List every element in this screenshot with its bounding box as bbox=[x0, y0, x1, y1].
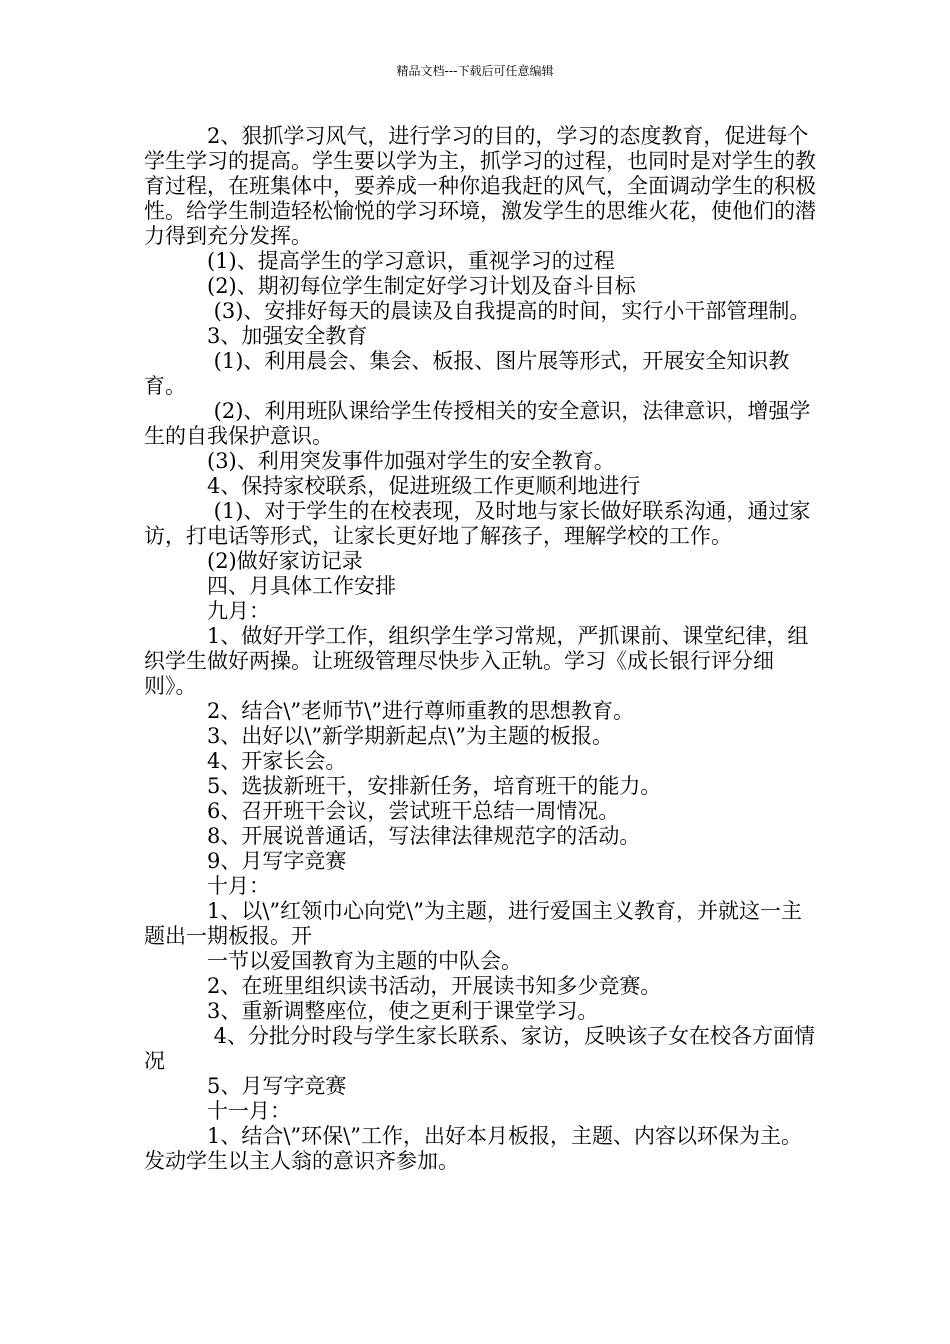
paragraph: 8、开展说普通话，写法律法律规范字的活动。 bbox=[144, 824, 641, 848]
paragraph: 6、召开班干会议，尝试班干总结一周情况。 bbox=[144, 799, 620, 823]
paragraph: 1、以\”红领巾心向党\”为主题，进行爱国主义教育，并就这一主题出一期板报。开 bbox=[144, 899, 802, 948]
paragraph: (1)、利用晨会、集会、板报、图片展等形式，开展安全知识教育。 bbox=[144, 349, 790, 398]
paragraph: 3、重新调整座位，使之更利于课堂学习。 bbox=[144, 999, 599, 1023]
paragraph: 4、开家长会。 bbox=[144, 749, 347, 773]
paragraph: 一节以爱国教育为主题的中队会。 bbox=[144, 949, 522, 973]
paragraph: 九月： bbox=[144, 599, 270, 623]
paragraph: (2)、期初每位学生制定好学习计划及奋斗目标 bbox=[144, 274, 636, 298]
paragraph: (1)、对于学生的在校表现，及时地与家长做好联系沟通，通过家访，打电话等形式，让家长更好地了解孩子，理解学校的工作。 bbox=[144, 499, 811, 548]
paragraph: 3、加强安全教育 bbox=[144, 324, 368, 348]
page-header: 精品文档---下载后可任意编辑 bbox=[396, 64, 554, 78]
document-body bbox=[144, 124, 816, 1174]
paragraph: (3)、安排好每天的晨读及自我提高的时间，实行小干部管理制。 bbox=[144, 299, 811, 323]
paragraph: 2、结合\”老师节\”进行尊师重教的思想教育。 bbox=[144, 699, 634, 723]
paragraph: 1、做好开学工作，组织学生学习常规，严抓课前、课堂纪律，组织学生做好两操。让班级管理尽快步入正轨。学习《成长银行评分细则》。 bbox=[144, 624, 809, 698]
paragraph: 4、保持家校联系，促进班级工作更顺利地进行 bbox=[144, 474, 641, 498]
paragraph: 十月： bbox=[144, 874, 270, 898]
paragraph: 十一月： bbox=[144, 1099, 291, 1123]
paragraph: 2、在班里组织读书活动，开展读书知多少竞赛。 bbox=[144, 974, 662, 998]
paragraph: 四、月具体工作安排 bbox=[144, 574, 396, 598]
paragraph: 5、选拔新班干，安排新任务，培育班干的能力。 bbox=[144, 774, 662, 798]
paragraph: 9、月写字竞赛 bbox=[144, 849, 347, 873]
paragraph: 4、分批分时段与学生家长联系、家访，反映该子女在校各方面情况 bbox=[144, 1024, 816, 1073]
paragraph: (2)做好家访记录 bbox=[144, 549, 363, 573]
paragraph: (3)、利用突发事件加强对学生的安全教育。 bbox=[144, 449, 615, 473]
paragraph: (1)、提高学生的学习意识，重视学习的过程 bbox=[144, 249, 615, 273]
paragraph: 1、结合\”环保\”工作，出好本月板报，主题、内容以环保为主。发动学生以主人翁的意识齐参加。 bbox=[144, 1124, 802, 1173]
paragraph: (2)、利用班队课给学生传授相关的安全意识，法律意识，增强学生的自我保护意识。 bbox=[144, 399, 811, 448]
paragraph: 5、月写字竞赛 bbox=[144, 1074, 347, 1098]
paragraph: 2、狠抓学习风气，进行学习的目的，学习的态度教育，促进每个学生学习的提高。学生要以学为主，抓学习的过程，也同时是对学生的教育过程，在班集体中，要养成一种你追我赶的风气，全面调动学生的积极性。给学生制造轻松愉悦的学习环境，激发学生的思维火花，使他们的潜力得到充分发挥。 bbox=[144, 124, 816, 248]
paragraph: 3、出好以\”新学期新起点\”为主题的板报。 bbox=[144, 724, 613, 748]
